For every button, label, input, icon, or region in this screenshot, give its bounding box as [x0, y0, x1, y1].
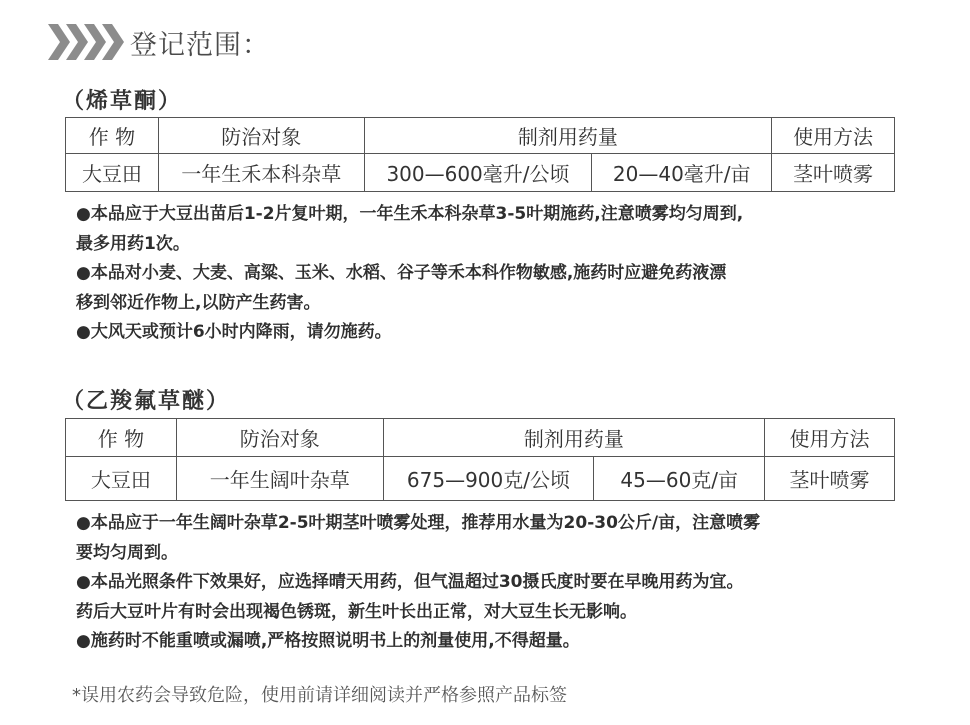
table-header-row [66, 419, 895, 457]
cell-crop: 大豆田 [66, 457, 177, 501]
section-title-clethodim: （烯草酮） [62, 89, 183, 114]
note-line: ●本品对小麦、大麦、高粱、玉米、水稻、谷子等禾本科作物敏感,施药时应避免药液漂 [76, 263, 727, 283]
note-line: ●大风天或预计6小时内降雨，请勿施药。 [76, 322, 392, 342]
cell-crop: 大豆田 [66, 154, 159, 192]
notes-fluoroglycofen [76, 509, 760, 657]
registration-table-fluoroglycofen [65, 418, 895, 501]
table-header-row [66, 118, 895, 154]
cell-target: 一年生阔叶杂草 [176, 457, 383, 501]
cell-dose-ha: 300—600毫升/公顷 [364, 154, 592, 192]
note-line: ●本品光照条件下效果好，应选择晴天用药，但气温超过30摄氏度时要在早晚用药为宜。 [76, 572, 744, 592]
cell-method: 茎叶喷雾 [772, 154, 895, 192]
header-dosage: 制剂用药量 [383, 419, 765, 457]
notes-clethodim [76, 200, 743, 348]
header-crop: 作 物 [66, 118, 159, 154]
note-line: 移到邻近作物上,以防产生药害。 [76, 292, 321, 313]
note-line: 最多用药1次。 [76, 233, 190, 254]
header-target: 防治对象 [158, 118, 364, 154]
section-title-fluoroglycofen: （乙羧氟草醚） [62, 389, 231, 414]
page-header [48, 20, 270, 64]
chevron-arrows-icon [48, 24, 120, 60]
header-method: 使用方法 [765, 419, 895, 457]
footer-warning: *误用农药会导致危险，使用前请详细阅读并严格参照产品标签 [72, 685, 567, 706]
header-dosage: 制剂用药量 [364, 118, 772, 154]
cell-dose-mu: 45—60克/亩 [594, 457, 765, 501]
cell-dose-ha: 675—900克/公顷 [383, 457, 594, 501]
table-row [66, 154, 895, 192]
page-title: 登记范围： [130, 29, 270, 61]
table-row [66, 457, 895, 501]
cell-method: 茎叶喷雾 [765, 457, 895, 501]
registration-table-clethodim [65, 117, 895, 192]
note-line: ●施药时不能重喷或漏喷,严格按照说明书上的剂量使用,不得超量。 [76, 631, 580, 651]
note-line: 要均匀周到。 [76, 542, 178, 563]
header-crop: 作 物 [66, 419, 177, 457]
header-target: 防治对象 [176, 419, 383, 457]
cell-target: 一年生禾本科杂草 [158, 154, 364, 192]
note-line: 药后大豆叶片有时会出现褐色锈斑，新生叶长出正常，对大豆生长无影响。 [76, 601, 637, 622]
note-line: ●本品应于一年生阔叶杂草2-5叶期茎叶喷雾处理，推荐用水量为20-30公斤/亩，注意喷雾 [76, 513, 761, 533]
header-method: 使用方法 [772, 118, 895, 154]
note-line: ●本品应于大豆出苗后1-2片复叶期，一年生禾本科杂草3-5叶期施药,注意喷雾均匀周到, [76, 204, 744, 224]
cell-dose-mu: 20—40毫升/亩 [592, 154, 772, 192]
